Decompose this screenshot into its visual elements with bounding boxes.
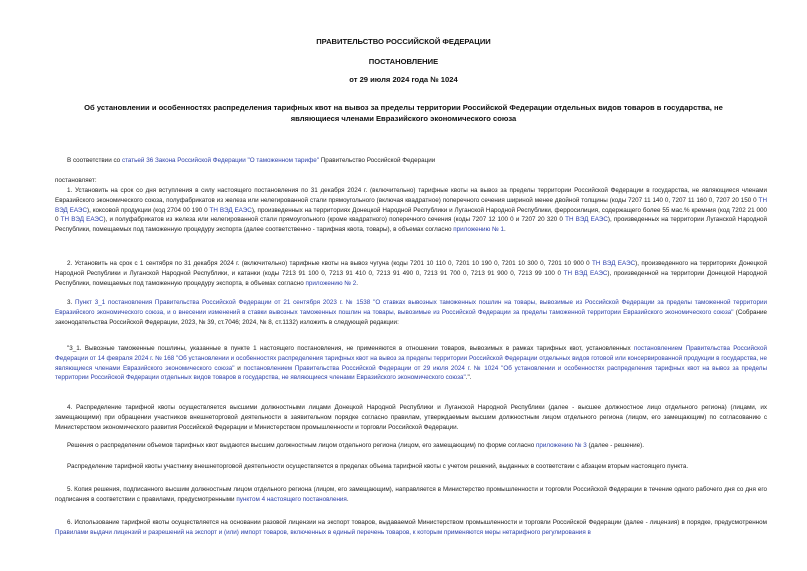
p3-text-b: (Собрание законодательства Российской Федерации, 2023, № 39, ст.7046; 2024, № 8, ст.1132) изложить в следующей редакции: (55, 308, 767, 326)
paragraph-5 (55, 485, 767, 505)
date-number-heading: от 29 июля 2024 года № 1024 (349, 75, 458, 84)
tn-ved-link-5[interactable]: ТН ВЭД ЕАЭС (592, 260, 636, 267)
p3-text-a: 3. (67, 299, 76, 306)
intro-text: В соответствии со (67, 157, 122, 164)
tn-ved-link-2[interactable]: ТН ВЭД ЕАЭС (209, 206, 252, 214)
p2-text-c: ), произведенной на территории Донецкой Народной Республики, помещаемых под таможенную процедуру экспорта, в объемах согласно (55, 269, 767, 287)
p2-text-a: 2. Установить на срок с 1 сентября по 31 декабря 2024 г. (включительно) тарифные квоты на вывоз чугуна (коды 7201 10 110 0, 7201 10 190 0, 7201 10 300 0, 7201 10 900 0 (67, 260, 592, 267)
paragraph-4-third: Распределение тарифной квоты участнику внешнеторговой деятельности осуществляется в пределах объема тарифной квоты с учетом решений, выданных в соответствии с абзацем вторым настоящего пункта. (67, 463, 689, 470)
p1-text-b: ), коксовой продукции (код 2704 00 190 0 (87, 206, 210, 214)
intro-paragraph (55, 156, 767, 166)
tn-ved-link-3[interactable]: ТН ВЭД ЕАЭС (60, 216, 104, 224)
p4b-text-a: Решения о распределении объемов тарифных квот выдаются высшим должностным лицом отдельного региона (лицом, его замещающим) по форме согласно (67, 442, 536, 449)
p4b-text-b: (далее - решение). (586, 442, 644, 449)
resolution-168-link[interactable]: постановлением Правительства Российской Федерации от 14 февраля 2024 г. № 168 "Об установлении и особенностях распределения тарифных квот на вывоз за пределы территории Российской Федерации отдельных видов готовой или консервированной продукции в государства, не являющиеся членами Евразийского экономического союза" (55, 345, 767, 372)
tn-ved-link-4[interactable]: ТН ВЭД ЕАЭС (565, 216, 608, 224)
appendix-3-link[interactable]: приложению № 3 (536, 442, 587, 449)
p5-text-a: 5. Копия решения, подписанного высшим должностным лицом отдельного региона (лицом, его замещающим), направляется в Министерство промышленности и торговли Российской Федерации в течение одного рабочего дня со дня его подписания в соответствии с правилами, предусмотренными (55, 486, 767, 503)
p3q-text-b: и (234, 364, 244, 372)
paragraph-6 (55, 518, 767, 538)
paragraph-1 (55, 186, 767, 235)
document-title: Об установлении и особенностях распределения тарифных квот на вывоз за пределы территории Российской Федерации отдельных видов товаров в государства, не являющиеся членами Евразийского экономического союза (84, 103, 723, 123)
paragraph-3-quote (55, 344, 767, 383)
paragraph-3 (55, 298, 767, 327)
license-rules-link[interactable]: Правилами выдачи лицензий и разрешений на экспорт и (или) импорт товаров, включенных в единый перечень товаров, к которым применяются меры нетарифного регулирования в (55, 528, 591, 536)
government-heading: ПРАВИТЕЛЬСТВО РОССИЙСКОЙ ФЕДЕРАЦИИ (316, 37, 491, 46)
p1-text-a: 1. Установить на срок со дня вступления в силу настоящего постановления по 31 декабря 2024 г. (включительно) тарифные квоты на вывоз за пределы территории Российской Федерации в государства, не являющиеся членами Евразийского экономического союза, полуфабрикатов из железа или нелегированной стали прямоугольного (включая квадратное) поперечного сечения шириной менее двойной толщины (коды 7207 11 140 0, 7207 11 160 0, 7207 20 150 0 (55, 187, 767, 204)
appendix-2-link[interactable]: приложению № 2 (305, 279, 357, 287)
p1-text-e: ), произведенных на территории Луганской Народной Республики, помещаемых под таможенную процедуру экспорта (далее соответственно - тарифная квота, товары), в объемах согласно (55, 216, 767, 234)
point-4-link[interactable]: пунктом 4 настоящего постановления (236, 495, 347, 503)
p6-text-a: 6. Использование тарифной квоты осуществляется на основании разовой лицензии на экспорт товаров, выдаваемой Министерством промышленности и торговли Российской Федерации (далее - лицензия) в порядке, предусмотренном (67, 519, 767, 526)
p1-text-f: . (504, 226, 506, 234)
intro-text-end: Правительство Российской Федерации (319, 157, 436, 164)
p5-text-b: . (346, 495, 349, 503)
p2-text-d: . (356, 279, 359, 287)
paragraph-2 (55, 259, 767, 288)
tn-ved-link-1[interactable]: ТН ВЭД ЕАЭС (55, 196, 767, 214)
resolution-1024-link[interactable]: постановлением Правительства Российской Федерации от 29 июля 2024 г. № 1024 "Об установлении и особенностях распределения тарифных квот на вывоз за пределы территории Российской Федерации отдельных видов товаров в государства, не являющиеся членами Евразийского экономического союза" (55, 364, 767, 382)
p1-text-d: ), и полуфабрикатов из железа или нелегированной стали прямоугольного (кроме квадратного) поперечного сечения (коды 7207 12 100 0 и 7207 20 320 0 (103, 216, 566, 224)
tn-ved-link-6[interactable]: ТН ВЭД ЕАЭС (563, 269, 608, 277)
paragraph-4: 4. Распределение тарифной квоты осуществляется высшими должностными лицами Донецкой Народной Республики и Луганской Народной Республики (далее - высшее должностное лицо отдельного региона) (лицами, их замещающими) при обращении участников внешнеторговой деятельности в заявительном порядке согласно правилам, утверждаемым высшим должностным лицом отдельного региона (лицом, его замещающим) по согласованию с Министерством экономического развития Российской Федерации и Министерством промышленности и торговли Российской Федерации. (55, 404, 767, 431)
p2-text-b: ), произведенного на территориях Донецкой Народной Республики и Луганской Народной Республики, и катанки (коды 7213 91 100 0, 7213 91 410 0, 7213 91 490 0, 7213 91 700 0, 7213 91 900 0, 7213 99 100 0 (55, 260, 768, 277)
appendix-1-link[interactable]: приложению № 1 (453, 226, 505, 234)
document-type-heading: ПОСТАНОВЛЕНИЕ (368, 57, 439, 66)
postanovlyaet-text: постановляет: (55, 177, 97, 184)
paragraph-4-second (55, 441, 767, 451)
p3q-text-a: "3_1. Вывозные таможенные пошлины, указанные в пункте 1 настоящего постановления, не применяются в отношении товаров, вывозимых в рамках тарифных квот, установленных (67, 345, 634, 352)
law-link[interactable]: статьей 36 Закона Российской Федерации "О таможенном тарифе" (121, 157, 319, 164)
p1-text-c: ), произведенных на территориях Донецкой Народной Республики и Луганской Народной Республики, ферросилиция, содержащего более 55 мас.% кремния (код 7202 21 000 0 (55, 206, 767, 224)
resolution-1538-link[interactable]: Пункт 3_1 постановления Правительства Российской Федерации от 21 сентября 2023 г. № 1538 "О ставках вывозных таможенных пошлин на товары, вывозимые из Российской Федерации за пределы таможенной территории Евразийского экономического союза, и о внесении изменений в ставки вывозных таможенных пошлин на товары, вывозимые из Российской Федерации за пределы таможенной территории Евразийского экономического союза" (55, 299, 767, 316)
p3q-text-c: .". (465, 374, 472, 382)
